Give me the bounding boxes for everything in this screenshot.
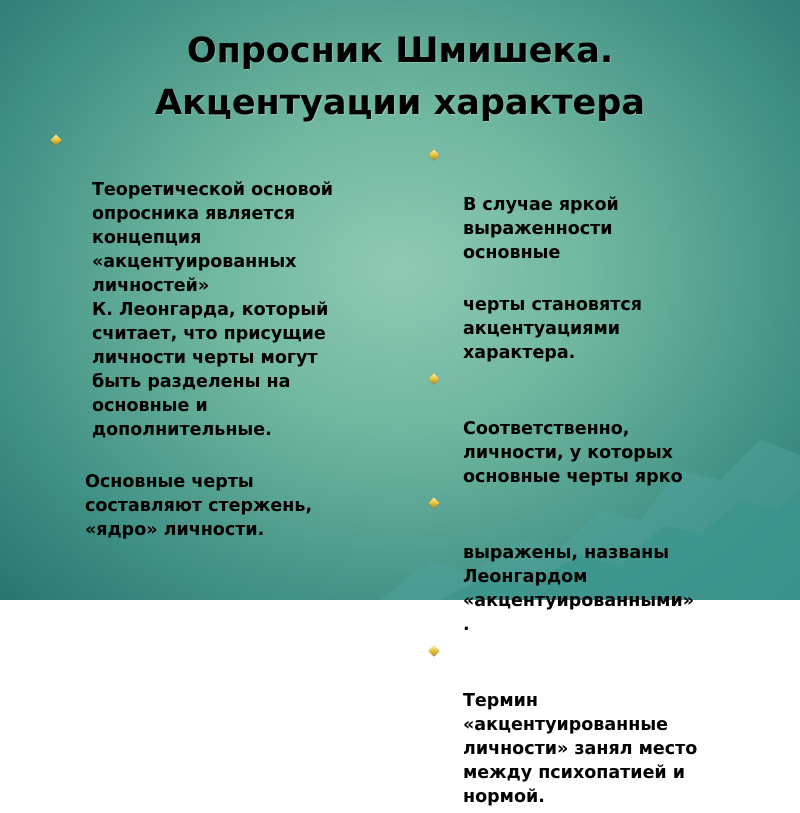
right-item-text: выражены, названы Леонгардом «акцентуированными» . xyxy=(463,543,695,635)
right-item-2 xyxy=(430,269,780,365)
right-item-3 xyxy=(430,369,780,489)
diamond-bullet-icon xyxy=(428,373,439,384)
right-column xyxy=(430,145,780,813)
right-item-1 xyxy=(430,145,780,265)
right-item-text: Соответственно, личности, у которых основные черты ярко xyxy=(463,419,683,487)
left-column xyxy=(52,130,392,546)
diamond-bullet-icon xyxy=(50,134,61,145)
title-line-2: Акцентуации характера xyxy=(155,83,645,123)
left-paragraph xyxy=(52,446,392,542)
left-paragraph-text: Основные черты составляют стержень, «ядро» личности. xyxy=(85,472,313,540)
right-item-5 xyxy=(430,641,780,809)
slide-title xyxy=(0,25,800,129)
right-item-text: В случае яркой выраженности основные xyxy=(463,195,619,263)
diamond-bullet-icon xyxy=(428,645,439,656)
right-item-text: черты становятся акцентуациями характера. xyxy=(463,295,642,363)
right-item-text: Термин «акцентуированные личности» занял место между психопатией и нормой. xyxy=(463,691,698,807)
diamond-bullet-icon xyxy=(428,149,439,160)
title-line-1: Опросник Шмишека. xyxy=(186,31,614,71)
left-bullet-item xyxy=(52,130,392,442)
diamond-bullet-icon xyxy=(428,497,439,508)
right-item-4 xyxy=(430,493,780,637)
left-bullet-text: Теоретической основой опросника является концепция «акцентуированных личностей» К. Леонгарда, который считает, что присущие личности черты могут быть разделены на основные и дополнительные. xyxy=(92,180,334,440)
